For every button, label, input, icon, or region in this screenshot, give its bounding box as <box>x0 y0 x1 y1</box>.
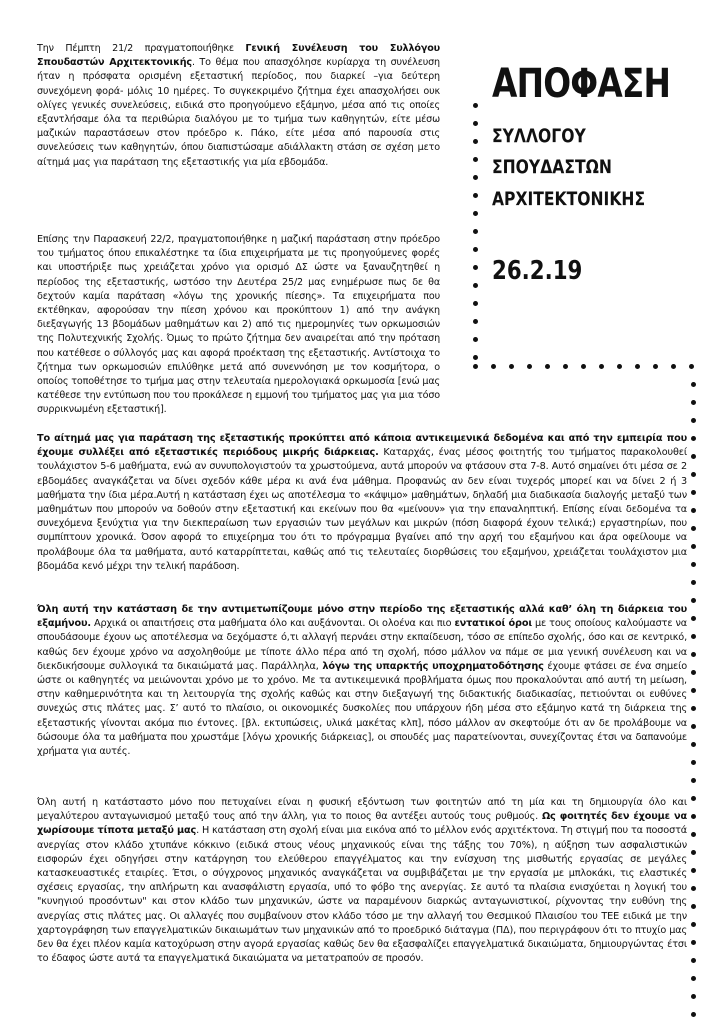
text-span: έχουμε φτάσει σε ένα σημείο ώστε οι καθηγητές να μειώνονται χρόνο με το χρόνο. Με τα αντικειμενικά προβλήματα όμως που προκαλούνται από αυτή τη μείωση, στην καθημερινότητα και τη λειτουργία της σχολής καθώς και στην διεξαγωγή της διδακτικής διαδικασίας, πετιούνται οι ευθύνες συνεχώς στις πλάτες μας. Σ’ αυτό το πλαίσιο, οι οικονομικές δυσκολίες που υπάρχουν ήδη μέσα στο εξάμηνο κατά τη διάρκεια της εξεταστικής γίνονται ακόμα πιο έντονες. [βλ. εκτυπώσεις, υλικά μακέτας κλπ], πόσο μάλλον αν σκεφτούμε ότι αν δε προλάβουμε να δώσουμε όλα τα μαθήματα που χρωστάμε [λόγω χρονικής διάρκειας], οι σπουδές μας παρατείνονται, συνεχίζοντας έτσι να δαπανούμε χρήματα για αυτές. <box>37 660 687 758</box>
dot <box>691 850 696 855</box>
text-span: Επίσης την Παρασκευή 22/2, πραγματοποιήθηκε η μαζική παράσταση στην πρόεδρο του τμήματος όπου επικαλέστηκε τα ίδια επιχειρήματα με τις προηγούμενες φορές και υποστήριξε πως χρειάζεται χρόνο για ορισμό ΔΣ ώστε να ξαναυζητηθεί η περίοδος της εξεταστικής, ωστόσο την Δευτέρα 25/2 μας ενημέρωσε πως δε θα δεχτούν καμία παράταση «λόγω της χρονικής πίεσης». Τα επιχειρήματα που εκτέθηκαν, αφορούσαν την πίεση χρόνου και προκύπτουν 1) από την ανάγκη διεξαγωγής 13 βδομάδων μαθημάτων και 2) από τις ημερομηνίες των ορκωμοσιών της Πολυτεχνικής Σχολής. Όμως το πρώτο ζήτημα δεν αναιρείται από την πρόταση που κατέθεσε ο σύλλογός μας και αφορά προέκταση της εξεταστικής. Αντίστοιχα το ζήτημα των ορκωμοσιών επιλύθηκε μετά από συνεννόηση με τον κοσμήτορα, ο οποίος τοποθέτησε το τμήμα μας στην τελευταία ημερολογιακά ορκωμοσία [ενώ μας κατέθεσε την εντύπωση που του προκάλεσε η εμμονή του τμήματος μας για μια τόσο συρρικνωμένη εξεταστική]. <box>37 234 440 416</box>
dot <box>691 472 696 477</box>
title-line-architecture: ΑΡΧΙΤΕΚΤΟΝΙΚΗΣ <box>492 188 646 210</box>
dot <box>671 364 676 369</box>
dot <box>691 616 696 621</box>
dot <box>691 994 696 999</box>
bold-span: εντατικοί όροι <box>454 618 532 630</box>
dot <box>473 229 478 234</box>
dot <box>691 1012 696 1017</box>
dot <box>691 670 696 675</box>
decision-title: ΑΠΟΦΑΣΗ <box>492 61 671 107</box>
dot <box>691 490 696 495</box>
text-span: . Η κατάσταση στη σχολή είναι μια εικόνα από το μέλλον ενός αρχιτέκτονα. Τη στιγμή που τα ποσοστά ανεργίας στον κλάδο χτυπάνε κόκκινο (ειδικά στους νέους μηχανικούς είναι της τάξης του 70%), η αύξηση των ασφαλιστικών εισφορών έχει οδηγήσει στην κατάργηση του ελεύθερου επαγγέλματος και την ενίσχυση της μισθωτής εργασίας σε μεγάλες κατασκευαστικές εταιρίες. Έτσι, ο σύγχρονος μηχανικός αναγκάζεται να συμβιβάζεται με την εργασία με μπλοκάκι, τις ελαστικές σχέσεις εργασίας, την απλήρωτη και ανασφάλιστη εργασία, υπό το φόβο της ανεργίας. Σε αυτό τα πλαίσια ενισχύεται η λογική του "κυνηγιού προσόντων" και στον κλάδο των μηχανικών, ώστε να παραμένουν διαρκώς ανταγωνιστικοί, ρίχνοντας την ευθύνη της ανεργίας στις πλάτες μας. Οι αλλαγές που συμβαίνουν στον κλάδο τόσο με την αλλαγή του Θεσμικού Πλαισίου του ΤΕΕ ειδικά με την χαρτογράφηση των επαγγελματικών δικαιωμάτων των μηχανικών από το προεδρικό διάταγμα (ΠΔ), που περιγράφουν ότι το πτυχίο μας δεν θα έχει πλέον καμία κατοχύρωση στην αγορά εργασίας καθώς δεν θα εξασφαλίζει επαγγελματικά δικαιώματα, δημιουργώντας έτσι το έδαφος ώστε αυτά τα επαγγελματικά δικαιώματα να μετατραπούν σε προσόν. <box>37 825 687 965</box>
dot <box>691 688 696 693</box>
dot <box>691 958 696 963</box>
dot <box>691 562 696 567</box>
text-span: Καταρχάς, ένας μέσος φοιτητής του τμήματος παρακολουθεί τουλάχιστον 5-6 μαθήματα, ενώ αν συνυπολογιστούν τα χρωστούμενα, αυτά μπορούν να φτάσουν στα 7-8. Αυτό σημαίνει ότι μέσα σε 2 εβδομάδες αναγκάζεται να δίνει σχεδόν κάθε μέρα κι ανά ένα μάθημα. Προφανώς αν δεν είναι τυχερός μπορεί και να δίνει 2 ή 3 μαθήματα την ίδια μέρα.Αυτή η κατάσταση έχει ως αποτέλεσμα το «κάψιμο» μαθημάτων, δηλαδή μια διαδικασία διαλογής μεταξύ των μαθημάτων που μπορούν να δοθούν στην εξεταστική και εκείνων που θα «μείνουν» για την επαναληπτική. Επίσης είναι δεδομένα τα συνεχόμενα ξενύχτια για την διεκπεραίωση των εργασιών των μεγάλων και μικρών (πόση διαφορά έχουν τελικά;) εργαστηρίων, που συμπίπτουν χρονικά. Όσον αφορά το επιχείρημα του ότι το πρόγραμμα βγαίνει από την αρχή του εξαμήνου και άρα οφείλουμε να προλάβουμε όλα τα μαθήματα, αυτό καταρρίπτεται, καθώς από τις τελευταίες διορθώσεις του εξαμήνου, χρειάζεται τουλάχιστον μια βδομάδα κενό μέχρι την τελική παράδοση. <box>37 447 687 572</box>
bold-span: Γενική Συνέλευση του Συλλόγου Σπουδαστών Αρχιτεκτονικής <box>37 43 440 69</box>
dot <box>691 598 696 603</box>
dot <box>599 364 604 369</box>
dot <box>691 508 696 513</box>
dot <box>691 796 696 801</box>
dot <box>691 976 696 981</box>
dot <box>473 301 478 306</box>
dot <box>509 364 514 369</box>
dot <box>691 886 696 891</box>
dot <box>691 868 696 873</box>
dot <box>563 364 568 369</box>
dot <box>473 103 478 108</box>
dot <box>691 652 696 657</box>
title-line-association: ΣΥΛΛΟΓΟΥ <box>492 125 586 147</box>
text-span: . Το θέμα που απασχόλησε κυρίαρχα τη συνέλευση ήταν η πρόσφατα ορισμένη εξεταστική περίοδος, που διαρκεί –για δεύτερη συνεχόμενη φορά- μόλις 10 ημέρες. Το συγκεκριμένο ζήτημα έχει απασχολήσει ουκ ολίγες γενικές συνελεύσεις, ειδικά στο προηγούμενο εξάμηνο, μέσα από τις οποίες εξαντλήσαμε όλα τα περιθώρια διαλόγου με το τμήμα των καθηγητών, είτε μέσω μαζικών παραστάσεων στον πρόεδρο κ. Πάκο, είτε μέσα από παρουσία στις συνελεύσεις των καθηγητών, όπου διαπιστώσαμε αδιάλλακτη στάση σε σχέση μετο αίτημά μας για παράταση της εξεταστικής για μία εβδομάδα. <box>37 57 440 168</box>
dot <box>691 454 696 459</box>
dot <box>691 526 696 531</box>
decision-date: 26.2.19 <box>492 256 583 286</box>
dot <box>691 382 696 387</box>
dot <box>473 211 478 216</box>
dot <box>473 265 478 270</box>
bold-span: Όλη αυτή την κατάσταση δε την αντιμετωπίζουμε μόνο στην περίοδο της εξεταστικής αλλά καθ’ όλη τη διάρκεια του εξαμήνου. <box>37 604 687 630</box>
text-span: Όλη αυτή η κατάσταστο μόνο που πετυχαίνει είναι η φυσική εξόντωση των φοιτητών από τη μία και τη δημιουργία όλο και μεγαλύτερου ανταγωνισμού μεταξύ τους από την άλλη, για το ποιος θα αντέξει αυτούς τους ρυθμούς. <box>37 797 687 823</box>
dot <box>473 319 478 324</box>
dot <box>473 157 478 162</box>
text-span: Αρχικά οι απαιτήσεις στα μαθήματα όλο και αυξάνονται. Οι ολοένα και πιο <box>90 618 455 630</box>
dot <box>473 247 478 252</box>
dot <box>691 940 696 945</box>
dot <box>691 706 696 711</box>
dot <box>691 832 696 837</box>
dot <box>691 544 696 549</box>
dot <box>691 742 696 747</box>
decision-title-block <box>492 61 692 286</box>
dot <box>491 364 496 369</box>
paragraph-general-assembly <box>37 42 440 170</box>
dot <box>691 436 696 441</box>
paragraph-extension-request <box>37 432 687 574</box>
dot <box>581 364 586 369</box>
dot <box>691 418 696 423</box>
title-line-students: ΣΠΟΥΔΑΣΤΩΝ <box>492 156 612 178</box>
dot <box>473 175 478 180</box>
dot <box>653 364 658 369</box>
dot <box>689 364 694 369</box>
dot <box>635 364 640 369</box>
dot <box>691 580 696 585</box>
bold-span: λόγω της υπαρκτής υποχρηματοδότησης <box>322 660 544 672</box>
dot <box>691 760 696 765</box>
dot <box>691 904 696 909</box>
bold-span: Ως φοιτητές δεν έχουμε να χωρίσουμε τίποτα μεταξύ μας <box>37 811 687 837</box>
dot <box>691 778 696 783</box>
paragraph-president-meeting <box>37 233 440 418</box>
dot <box>527 364 532 369</box>
dot <box>473 193 478 198</box>
dot <box>473 337 478 342</box>
dot <box>473 355 478 360</box>
dot <box>545 364 550 369</box>
dot <box>473 283 478 288</box>
paragraph-semester-conditions <box>37 603 687 759</box>
dot <box>691 814 696 819</box>
text-span: με τους οποίους καλούμαστε να σπουδάσουμε έχουν ως αποτέλεσμα να δεχόμαστε ό,τι αλλαγή περνάει στην εκπαίδευση, τόσο σε επίπεδο σχολής, όσο και σε κεντρικό, καθώς δεν έχουμε χρόνο να ασχοληθούμε με τίποτε άλλο πέρα από τη σχολή, πόσο μάλλον να πάμε σε μια γενική συνέλευση και να διεκδικήσουμε συλλογικά τα δικαιώματά μας. Παράλληλα, <box>37 618 687 672</box>
dot <box>691 400 696 405</box>
dot <box>691 724 696 729</box>
dot <box>691 634 696 639</box>
bold-span: Το αίτημά μας για παράταση της εξεταστικής προκύπτει από κάποια αντικειμενικά δεδομένα και από την εμπειρία που έχουμε συλλέξει από εξεταστικές περιόδους μικρής διάρκειας. <box>37 433 687 459</box>
dot <box>473 121 478 126</box>
text-span: Την Πέμπτη 21/2 πραγματοποιήθηκε <box>37 43 246 54</box>
dot <box>473 139 478 144</box>
dot <box>473 364 478 369</box>
dot <box>691 922 696 927</box>
paragraph-profession-future <box>37 796 687 966</box>
dot <box>617 364 622 369</box>
